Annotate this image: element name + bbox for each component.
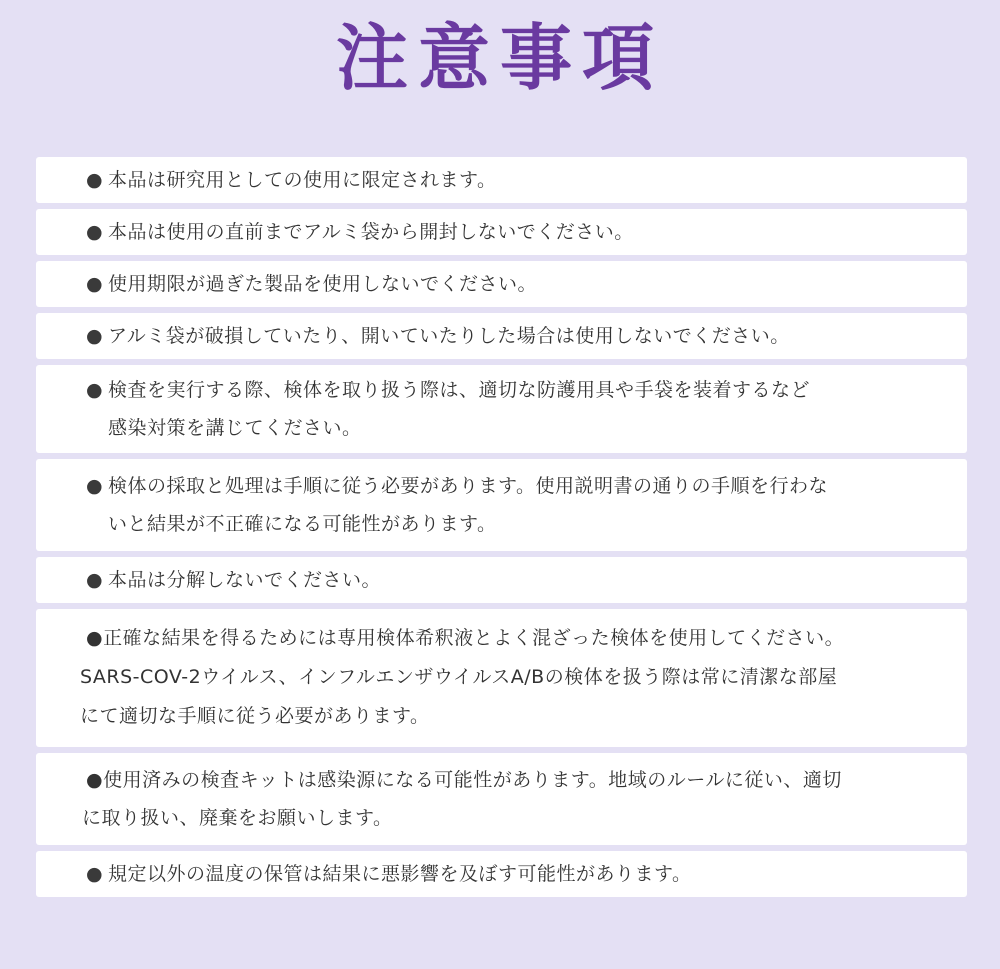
page-title: 注意事項 xyxy=(335,16,664,100)
notice-text xyxy=(108,161,927,199)
notice-line xyxy=(86,761,927,799)
notice-line: にて適切な手順に従う必要があります。 xyxy=(80,705,430,727)
notice-item-7 xyxy=(36,557,967,603)
notice-text xyxy=(108,561,927,599)
bullet-icon: ● xyxy=(86,863,104,885)
notice-text xyxy=(108,467,927,543)
notice-line: 検査を実行する際、検体を取り扱う際は、適切な防護用具や手袋を装着するなど xyxy=(108,379,811,401)
notice-line: に取り扱い、廃棄をお願いします。 xyxy=(82,807,393,829)
notice-text xyxy=(82,761,927,837)
notice-item-3 xyxy=(36,261,967,307)
bullet-icon: ● xyxy=(86,475,104,497)
notice-item-5 xyxy=(36,365,967,453)
notice-item-10 xyxy=(36,851,967,897)
bullet-icon: ● xyxy=(86,769,104,791)
notice-item-8 xyxy=(36,609,967,747)
bullet-icon: ● xyxy=(86,379,104,401)
notice-line: SARS-COV-2ウイルス、インフルエンザウイルスA/Bの検体を扱う際は常に清潔な部屋 xyxy=(80,666,838,688)
notice-line: 本品は分解しないでください。 xyxy=(108,569,382,591)
notice-item-2 xyxy=(36,209,967,255)
notice-line: 使用期限が過ぎた製品を使用しないでください。 xyxy=(108,273,538,295)
notice-text xyxy=(108,265,927,303)
notice-line-text: 使用済みの検査キットは感染源になる可能性があります。地域のルールに従い、適切 xyxy=(103,769,842,791)
bullet-icon: ● xyxy=(86,273,104,295)
notice-text xyxy=(80,619,927,736)
notice-line: いと結果が不正確になる可能性があります。 xyxy=(108,513,497,535)
notice-list xyxy=(36,157,967,903)
notice-item-9 xyxy=(36,753,967,845)
bullet-icon: ● xyxy=(86,169,104,191)
notice-item-4 xyxy=(36,313,967,359)
notice-text xyxy=(108,213,927,251)
notice-text xyxy=(108,371,927,447)
notice-line: 本品は研究用としての使用に限定されます。 xyxy=(108,169,497,191)
notice-line: 検体の採取と処理は手順に従う必要があります。使用説明書の通りの手順を行わな xyxy=(108,475,828,497)
notice-text xyxy=(108,317,927,355)
bullet-icon: ● xyxy=(86,569,104,591)
notice-line: 感染対策を講じてください。 xyxy=(108,417,362,439)
notice-line: 本品は使用の直前までアルミ袋から開封しないでください。 xyxy=(108,221,634,243)
bullet-icon: ● xyxy=(86,627,104,649)
notice-text xyxy=(108,855,927,893)
bullet-icon: ● xyxy=(86,325,104,347)
notice-line-text: 正確な結果を得るためには専用検体希釈液とよく混ざった検体を使用してください。 xyxy=(103,627,845,649)
notice-item-6 xyxy=(36,459,967,551)
bullet-icon: ● xyxy=(86,221,104,243)
notice-line: アルミ袋が破損していたり、開いていたりした場合は使用しないでください。 xyxy=(108,325,790,347)
notice-item-1 xyxy=(36,157,967,203)
notice-line: 規定以外の温度の保管は結果に悪影響を及ぼす可能性があります。 xyxy=(108,863,692,885)
notice-line xyxy=(86,619,927,658)
